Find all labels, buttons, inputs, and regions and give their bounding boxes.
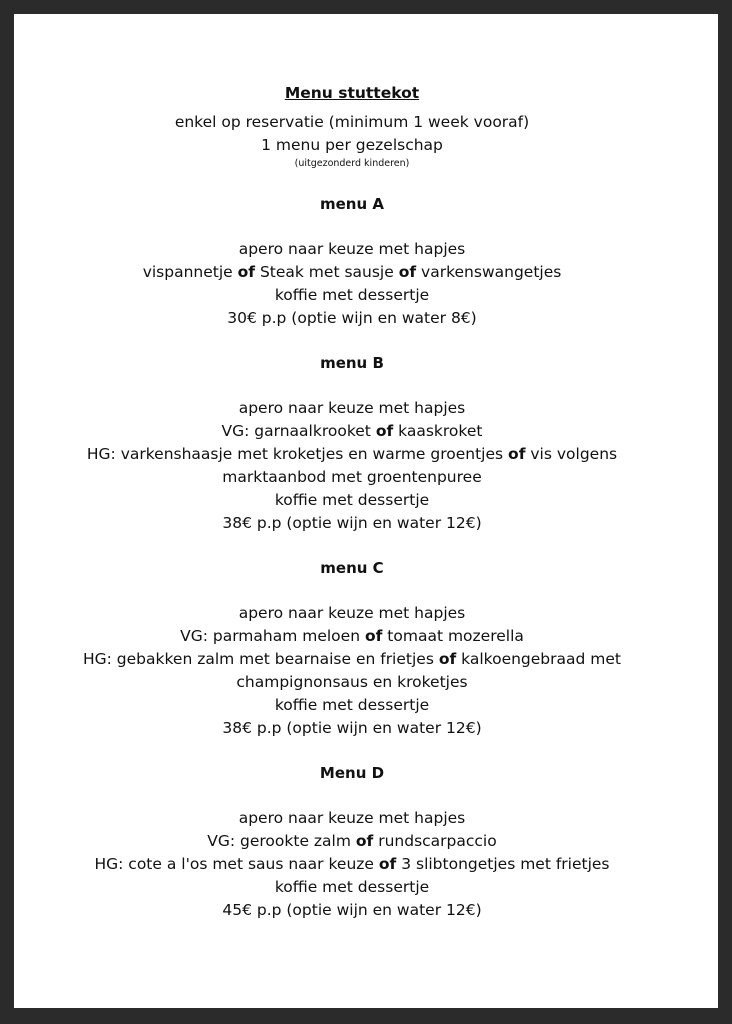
- menu-a-main-2: Steak met sausje: [255, 263, 399, 281]
- menu-c-starter-1: VG: parmaham meloen: [180, 627, 365, 645]
- menu-b-main-1: HG: varkenshaasje met kroketjes en warme groentjes: [86, 445, 509, 463]
- menu-b-starter-1: VG: garnaalkrooket: [221, 422, 376, 440]
- menu-c-main-1: HG: gebakken zalm met bearnaise en frietjes: [82, 650, 439, 668]
- menu-c-main: [0, 648, 718, 671]
- menu-d-starter-2: rundscarpaccio: [373, 832, 497, 850]
- menu-d-main: [0, 853, 718, 876]
- menu-b-heading: menu B: [320, 354, 384, 372]
- menu-d-starter-1: VG: gerookte zalm: [207, 832, 356, 850]
- menu-c-price: 38€ p.p (optie wijn en water 12€): [222, 719, 482, 737]
- group-note: 1 menu per gezelschap: [261, 136, 443, 154]
- menu-c-starter-2: tomaat mozerella: [382, 627, 524, 645]
- menu-d-heading: Menu D: [319, 764, 385, 782]
- menu-a-dessert: koffie met dessertje: [274, 286, 430, 304]
- menu-d-price: 45€ p.p (optie wijn en water 12€): [222, 901, 482, 919]
- menu-a-price: 30€ p.p (optie wijn en water 8€): [227, 309, 477, 327]
- menu-a-main: [0, 261, 718, 284]
- menu-a-apero: apero naar keuze met hapjes: [238, 240, 466, 258]
- menu-a-main-3: varkenswangetjes: [416, 263, 562, 281]
- menu-b-apero: apero naar keuze met hapjes: [238, 399, 466, 417]
- or-keyword: of: [364, 627, 383, 645]
- or-keyword: of: [398, 263, 417, 281]
- exception-note: (uitgezonderd kinderen): [294, 158, 410, 169]
- menu-a-heading: menu A: [320, 195, 384, 213]
- menu-c-heading: menu C: [320, 559, 384, 577]
- or-keyword: of: [508, 445, 526, 463]
- menu-b-starter-2: kaaskroket: [393, 422, 483, 440]
- menu-c-dessert: koffie met dessertje: [274, 696, 430, 714]
- menu-d-dessert: koffie met dessertje: [274, 878, 430, 896]
- menu-c-section: [0, 557, 718, 740]
- page-title: Menu stuttekot: [284, 84, 420, 102]
- menu-b-starter: [0, 420, 718, 443]
- or-keyword: of: [378, 855, 397, 873]
- menu-c-apero: apero naar keuze met hapjes: [238, 604, 466, 622]
- menu-d-starter: [0, 830, 718, 853]
- menu-d-main-2: 3 slibtongetjes met frietjes: [396, 855, 610, 873]
- menu-a-section: [0, 193, 718, 330]
- menu-b-main-continued: marktaanbod met groentenpuree: [222, 468, 482, 486]
- menu-b-price: 38€ p.p (optie wijn en water 12€): [222, 514, 482, 532]
- menu-d-section: [0, 762, 718, 922]
- menu-a-main-1: vispannetje: [142, 263, 238, 281]
- menu-d-main-1: HG: cote a l'os met saus naar keuze: [94, 855, 379, 873]
- menu-b-main: [0, 443, 718, 466]
- menu-b-main-2: vis volgens: [525, 445, 618, 463]
- menu-b-section: [0, 352, 718, 535]
- or-keyword: of: [438, 650, 457, 668]
- menu-c-starter: [0, 625, 718, 648]
- menu-c-main-continued: champignonsaus en kroketjes: [236, 673, 468, 691]
- reservation-note: enkel op reservatie (minimum 1 week vooraf): [174, 113, 530, 131]
- menu-c-main-2: kalkoengebraad met: [456, 650, 621, 668]
- or-keyword: of: [375, 422, 394, 440]
- menu-d-apero: apero naar keuze met hapjes: [238, 809, 466, 827]
- menu-content: [0, 82, 718, 922]
- or-keyword: of: [237, 263, 256, 281]
- or-keyword: of: [355, 832, 374, 850]
- menu-b-dessert: koffie met dessertje: [274, 491, 430, 509]
